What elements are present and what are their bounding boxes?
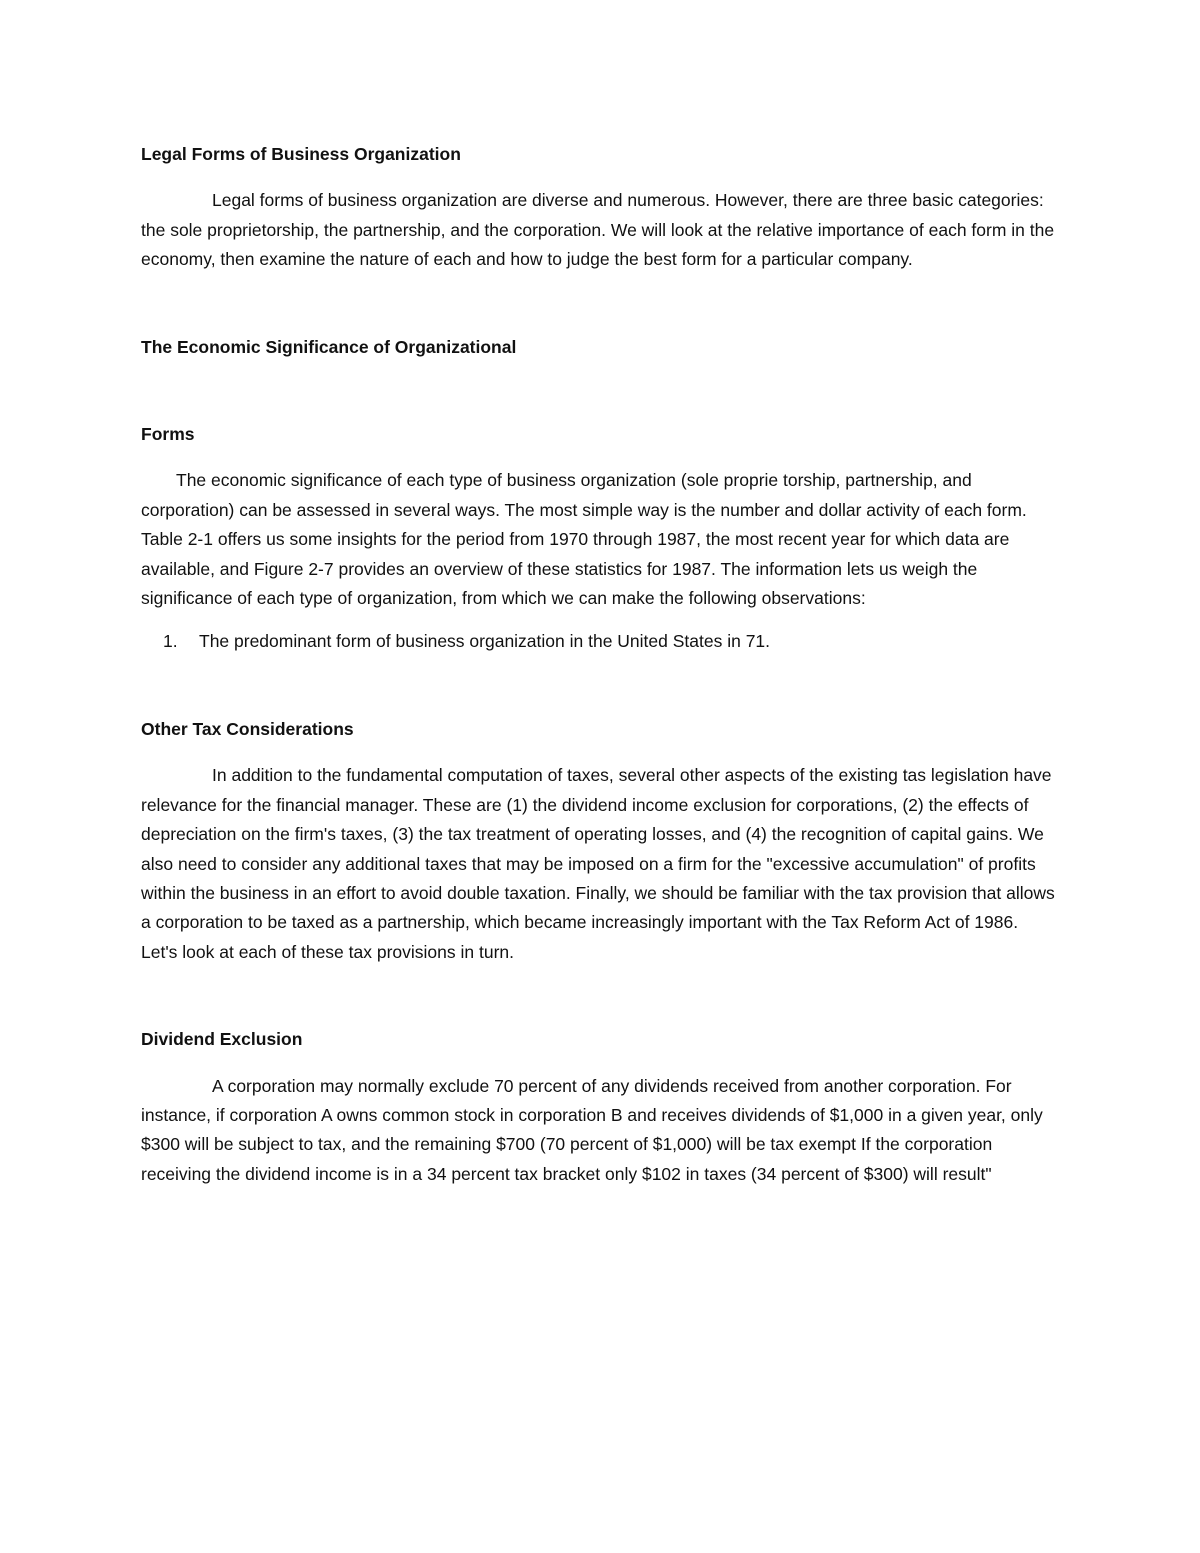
section-heading-forms: Forms	[141, 424, 195, 445]
list-item-number: 1.	[163, 631, 178, 652]
section-heading-dividend-exclusion: Dividend Exclusion	[141, 1029, 303, 1050]
list-item-text: The predominant form of business organization in the United States in 71.	[199, 631, 771, 652]
section-heading-economic-significance: The Economic Significance of Organizational	[141, 336, 517, 357]
paragraph-other-tax: In addition to the fundamental computation of taxes, several other aspects of the existing tas legislation have relevance for the financial manager. These are (1) the dividend income exclusion for corporations, (2) the effects of depreciation on the firm's taxes, (3) the tax treatment of operating losses, and (4) the recognition of capital gains. We also need to consider any additional taxes that may be imposed on a firm for the "excessive accumulation" of profits within the business in an effort to avoid double taxation. Finally, we should be familiar with the tax provision that allows a corporation to be taxed as a partnership, which became increasingly important with the Tax Reform Act of 1986. Let's look at each of these tax provisions in turn.	[141, 765, 1055, 962]
list-item	[141, 627, 1056, 656]
paragraph-dividend-exclusion: A corporation may normally exclude 70 percent of any dividends received from another corporation. For instance, if corporation A owns common stock in corporation B and receives dividends of $1,000 in a given year, only $300 will be subject to tax, and the remaining $700 (70 percent of $1,000) will be tax exempt If the corporation receiving the dividend income is in a 34 percent tax bracket only $102 in taxes (34 percent of $300) will result"	[141, 1075, 1043, 1184]
paragraph-legal-forms: Legal forms of business organization are diverse and numerous. However, there are three basic categories: the sole proprietorship, the partnership, and the corporation. We will look at the relative importance of each form in the economy, then examine the nature of each and how to judge the best form for a particular company.	[141, 190, 1055, 270]
document-body	[141, 140, 1056, 1189]
section-heading-other-tax: Other Tax Considerations	[141, 718, 354, 739]
paragraph-forms: The economic significance of each type of business organization (sole proprie torship, partnership, and corporation) can be assessed in several ways. The most simple way is the number and dollar activity of each form. Table 2-1 offers us some insights for the period from 1970 through 1987, the most recent year for which data are available, and Figure 2-7 provides an overview of these statistics for 1987. The information lets us weigh the significance of each type of organization, from which we can make the following observations:	[141, 470, 1027, 609]
section-heading-legal-forms: Legal Forms of Business Organization	[141, 144, 461, 164]
